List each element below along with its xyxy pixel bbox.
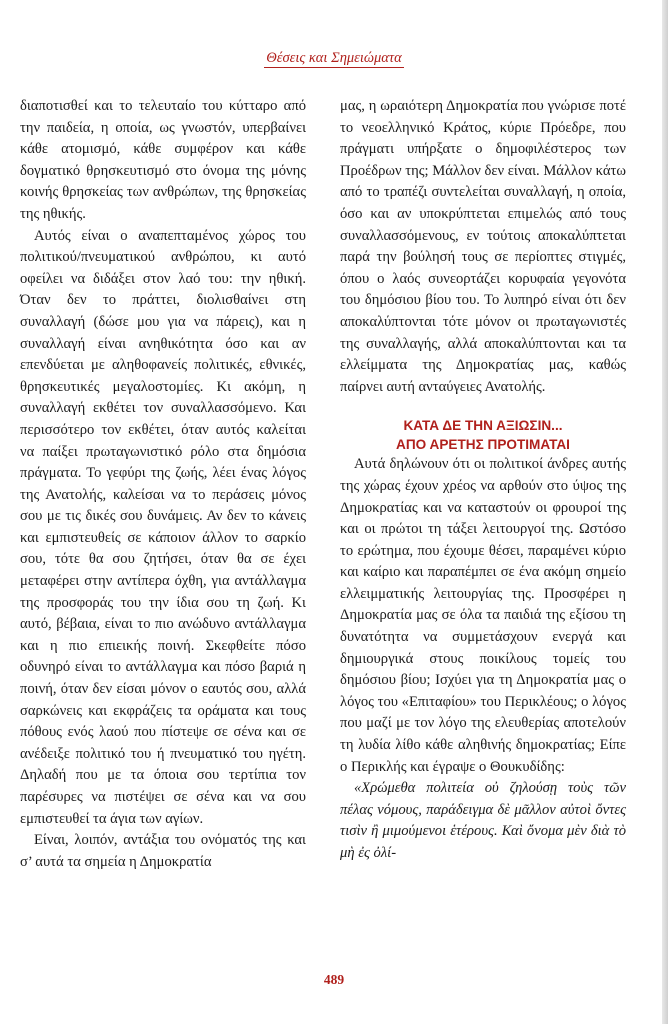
- running-head-text: Θέσεις και Σημειώματα: [266, 50, 402, 66]
- paragraph: Αυτός είναι ο αναπεπταμένος χώρος του πολιτικού/πνευματικού ανθρώπου, κι αυτό οφείλει να διδάξει στον λαό του: την ηθική. Όταν δεν το πράττει, διολισθαίνει στη συναλλαγή (δώσε μου για να πάρεις), και η συναλλαγή είναι ανηθικότητα όσο και αν επενδύεται με αληθοφανείς πολιτικές, εθνικές, θρησκευτικές μεγαλοστομίες. Κι ακόμη, η συναλλαγή εκθέτει τον συναλλασσόμενο. Και περισσότερο τον εκθέτει, όταν αυτός καλείται να παίξει πρωταγωνιστικό ρόλο στα δημόσια πράγματα. Το γεφύρι της ζωής, λέει ένας λόγος της Ανατολής, καλείσαι να το περάσεις μόνος σου με τις δικές σου δυνάμεις. Αν δεν το κάνεις και εμπιστευθείς σε κάποιον άλλον το σαρκίο σου, τότε θα σου ζητήσει, όταν θα σε έχει μεταφέρει στην αντίπερα όχθη, για αντάλλαγμα της προσφοράς του την ίδια σου τη ζωή. Κι αυτό, βέβαια, είναι το πιο ανώδυνο αντάλλαγμα και η πιο επιεικής ποινή. Σκεφθείτε πόσο οδυνηρό είναι το αντάλλαγμα και πόσο βαριά η ποινή, όταν δεν είσαι μόνον ο εαυτός σου, αλλά σαρκώνεις και εκφράζεις τα οράματα και τους πόθους ενός λαού που πίστεψε σε σένα και σε ανέδειξε πολιτικό του ή πνευματικό του ηγέτη. Δηλαδή που με τα όποια σου τερτίπια τον παρέσυρες να πιστέψει σε σένα και να σου εμπιστευθεί τα άγια των αγίων.: [20, 227, 306, 827]
- section-heading-line: ΚΑΤΑ ΔΕ ΤΗΝ ΑΞΙΩΣΙΝ...: [403, 418, 563, 434]
- quote-paragraph: «Χρώμεθα πολιτεία οὐ ζηλούσῃ τοὺς τῶν πέλας νόμους, παράδειγμα δὲ μᾶλλον αὐτοὶ ὄντες τισὶν ἢ μιμούμενοι ἑτέρους. Καὶ ὄνομα μὲν διὰ τὸ μὴ ἐς ὀλί-: [340, 780, 626, 861]
- page-edge: [662, 0, 668, 1024]
- paragraph: μας, η ωραιότερη Δημοκρατία που γνώρισε ποτέ το νεοελληνικό Κράτος, κύριε Πρόεδρε, που πράγματι υπήρξατε ο δημοφιλέστερος των Προέδρων της; Μάλλον δεν είναι. Μάλλον κάτω από το τραπέζι συντελείται συναλλαγή, η οποία, όσο και αν υποκρύπτεται επιμελώς από τους συναλλασσόμενους, εν τούτοις αποκαλύπτεται παρά την βούλησή τους σε περίοπτες στιγμές, όπου ο λαός συνεορτάζει κορυφαία γεγονότα του δημόσιου βίου του. Το λυπηρό είναι ότι δεν αποκαλύπτονται τότε μόνον οι πρωταγωνιστές της συναλλαγής, αλλά αποκαλύπτονται και τα ελλείμματα της Δημοκρατίας μας, καθώς παίρνει αυτή ανταύγειες Ανατολής.: [340, 98, 626, 395]
- paragraph: Είναι, λοιπόν, αντάξια του ονόματός της και σ’ αυτά τα σημεία η Δημοκρατία: [20, 832, 306, 870]
- left-column: [20, 96, 306, 873]
- section-heading: [340, 416, 626, 454]
- paragraph: Αυτά δηλώνουν ότι οι πολιτικοί άνδρες αυτής της χώρας έχουν χρέος να αρθούν στο ύψος της Δημοκρατίας και να καταστούν οι φρουροί της και οι πρώτοι τη τάξει λειτουργοί της. Ωστόσο το ερώτημα, που έχουμε θέσει, παραμένει κύριο και καίριο και παραπέμπει σε ένα ακόμη σημείο ελλειμματικής λειτουργίας της. Προσφέρει η Δημοκρατία μας σε όλα τα παιδιά της εξίσου τη δυνατότητα να συμμετάσχουν ενεργά και δημιουργικά στους ποικίλους τομείς του δημόσιου βίου; Ισχύει για τη Δημοκρατία μας ο λόγος του «Επιταφίου» του Περικλέους; ο λόγος που μαζί με τον λόγο της ελευθερίας αποτελούν τη λυδία λίθο κάθε αληθινής δημοκρατίας; Είπε ο Περικλής και έγραψε ο Θουκυδίδης:: [340, 456, 626, 775]
- running-head: [0, 50, 668, 67]
- paragraph: διαποτισθεί και το τελευταίο του κύτταρο από την παιδεία, η οποία, ως γνωστόν, υπερβαίνει κάθε ατομισμό, κάθε συμφέρον και κάθε δογματικό θρησκευτισμό στο όνομα της μόνης κοινής θρησκείας των ανθρώπων, της θρησκείας της ηθικής.: [20, 98, 306, 222]
- section-heading-line: ΑΠΟ ΑΡΕΤΗΣ ΠΡΟΤΙΜΑΤΑΙ: [396, 437, 570, 453]
- right-column: [340, 96, 626, 865]
- page-number: 489: [323, 972, 345, 987]
